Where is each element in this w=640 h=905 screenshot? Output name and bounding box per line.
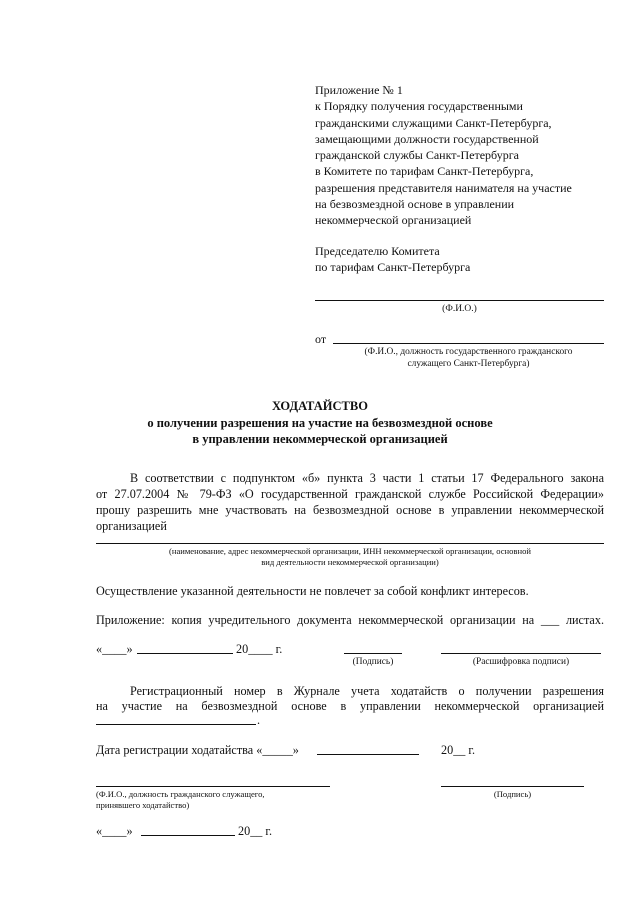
paragraph-1-line-2: от 27.07.2004 № 79-ФЗ «О государственной гражданской службе Российской Федерации» <box>96 487 604 501</box>
document-subtitle-2: в управлении некоммерческой организацией <box>192 432 448 446</box>
from-caption-2: служащего Санкт-Петербурга) <box>407 359 530 369</box>
date-year: 20____ г. <box>236 642 283 656</box>
registration-date-year: 20__ г. <box>441 743 476 757</box>
conflict-statement: Осуществление указанной деятельности не повлечет за собой конфликт интересов. <box>96 584 529 598</box>
registration-date-month-line[interactable] <box>317 754 419 755</box>
registration-line-1: Регистрационный номер в Журнале учета ходатайств о получении разрешения <box>130 684 604 698</box>
organization-caption-2: вид деятельности некоммерческой организации) <box>261 557 439 567</box>
from-line[interactable] <box>333 343 604 344</box>
annex-line: гражданской службы Санкт-Петербурга <box>315 148 519 163</box>
annex-line: в Комитете по тарифам Санкт-Петербурга, <box>315 164 534 179</box>
addressee <box>315 243 470 276</box>
date-day: «____» <box>96 642 133 656</box>
registration-period: . <box>257 713 261 727</box>
annex-line: гражданскими служащими Санкт-Петербурга, <box>315 115 552 130</box>
final-date-day: «____» <box>96 824 133 838</box>
paragraph-1-line-3: прошу разрешить мне участвовать на безвозмездной основе в управлении некоммерческой <box>96 503 604 517</box>
annex-line: к Порядку получения государственными <box>315 99 523 114</box>
signature-line[interactable] <box>344 653 402 654</box>
receiver-signature-caption: (Подпись) <box>493 789 532 799</box>
receiver-line[interactable] <box>96 786 330 787</box>
attachment-statement: Приложение: копия учредительного документа некоммерческой организации на ___ листах. <box>96 613 604 627</box>
receiver-signature-line[interactable] <box>441 786 584 787</box>
annex-line: разрешения представителя нанимателя на участие <box>315 180 572 195</box>
registration-number-line[interactable] <box>96 724 256 725</box>
signature-caption: (Подпись) <box>352 657 394 667</box>
organization-caption-1: (наименование, адрес некоммерческой организации, ИНН некоммерческой организации, основной <box>169 546 531 556</box>
fio-line[interactable] <box>315 300 604 301</box>
registration-line-2: на участие на безвозмездной основе в управлении некоммерческой организацией <box>96 699 604 713</box>
receiver-caption-1: (Ф.И.О., должность гражданского служащего, <box>96 789 265 799</box>
organization-line[interactable] <box>96 543 604 544</box>
annex-line: на безвозмездной основе в управлении <box>315 197 515 212</box>
final-date-year: 20__ г. <box>238 824 273 838</box>
annex-line: некоммерческой организацией <box>315 213 472 228</box>
final-date-month-line[interactable] <box>141 835 235 836</box>
document-subtitle-1: о получении разрешения на участие на безвозмездной основе <box>147 416 493 430</box>
from-caption-1: (Ф.И.О., должность государственного гражданского <box>364 347 573 357</box>
signature-decoding-line[interactable] <box>441 653 601 654</box>
paragraph-1-line-4: организацией <box>96 519 167 533</box>
receiver-caption-2: принявшего ходатайство) <box>96 800 190 810</box>
registration-date-label: Дата регистрации ходатайства «_____» <box>96 743 299 757</box>
date-month-line[interactable] <box>137 653 233 654</box>
fio-caption: (Ф.И.О.) <box>442 304 477 314</box>
paragraph-1-line-1: В соответствии с подпунктом «б» пункта 3 части 1 статьи 17 Федерального закона <box>130 471 604 485</box>
addressee-line-1: Председателю Комитета <box>315 244 440 258</box>
from-label: от <box>315 332 327 346</box>
annex-header <box>315 82 615 229</box>
signature-decoding-caption: (Расшифровка подписи) <box>472 657 570 667</box>
annex-line: Приложение № 1 <box>315 83 403 97</box>
annex-line: замещающими должности государственной <box>315 131 539 146</box>
addressee-line-2: по тарифам Санкт-Петербурга <box>315 260 471 275</box>
document-title: ХОДАТАЙСТВО <box>272 399 368 413</box>
